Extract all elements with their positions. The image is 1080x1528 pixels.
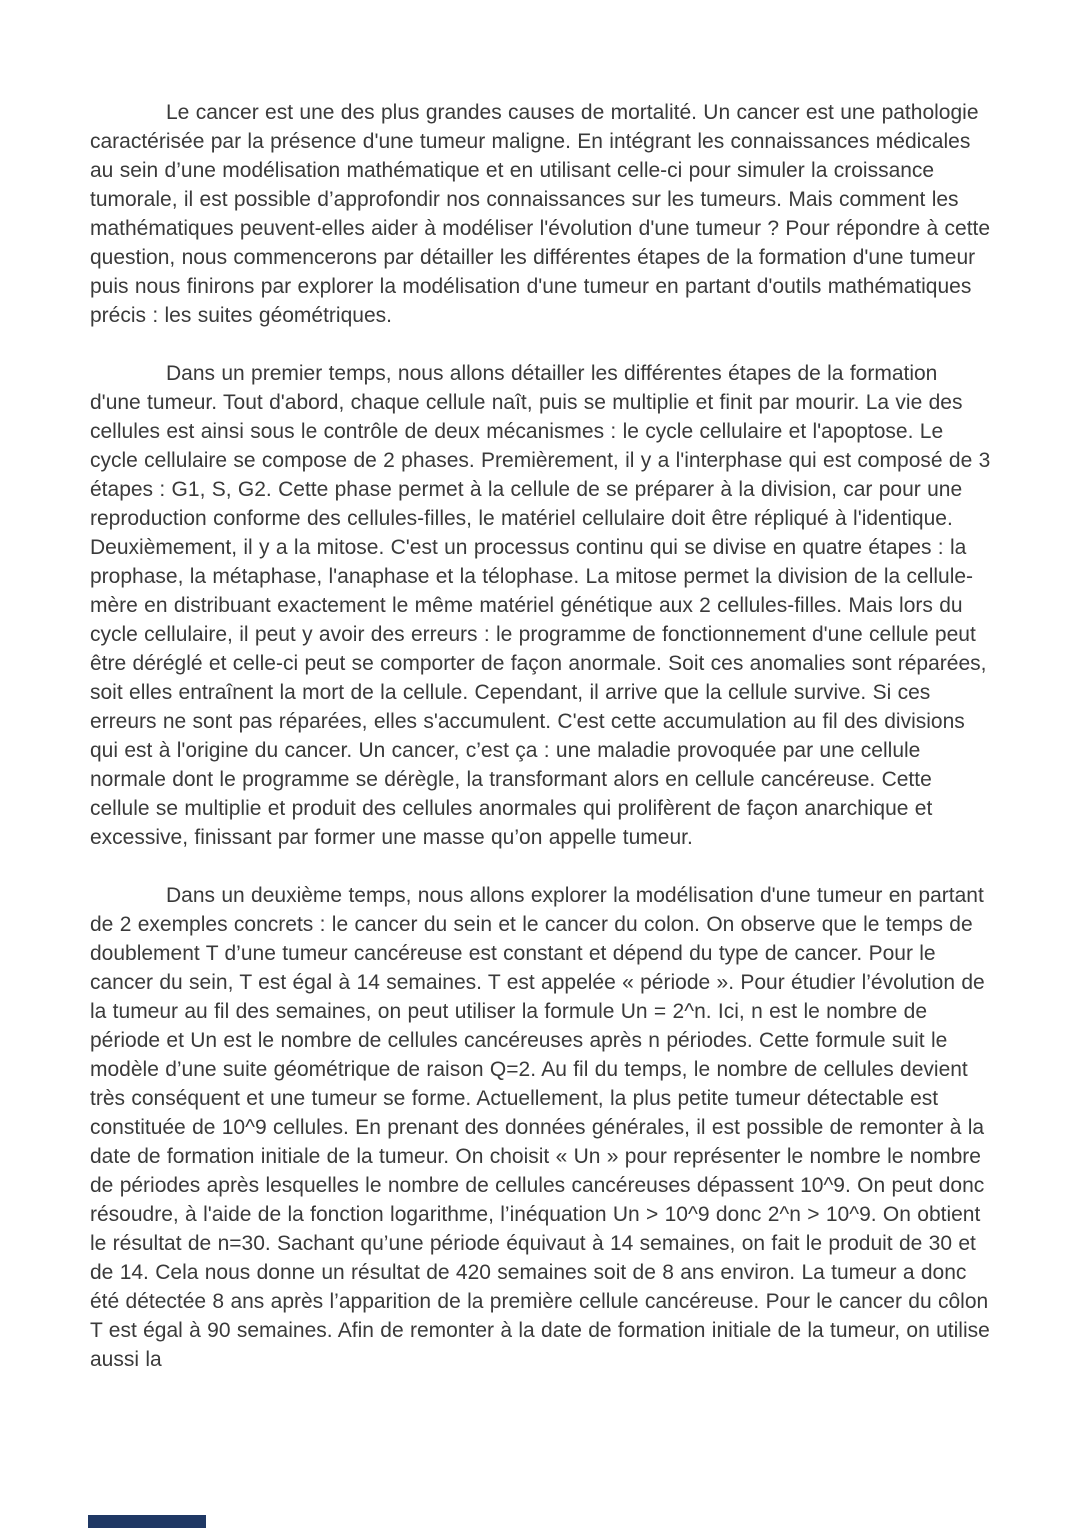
paragraph-tumor-formation: Dans un premier temps, nous allons détailler les différentes étapes de la formation d'une tumeur. Tout d'abord, chaque cellule naît, puis se multiplie et finit par mourir. La vie des cellules est ainsi sous le contrôle de deux mécanismes : le cycle cellulaire et l'apoptose. Le cycle cellulaire se compose de 2 phases. Premièrement, il y a l'interphase qui est composé de 3 étapes : G1, S, G2. Cette phase permet à la cellule de se préparer à la division, car pour une reproduction conforme des cellules-filles, le matériel cellulaire doit être répliqué à l'identique. Deuxièmement, il y a la mitose. C'est un processus continu qui se divise en quatre étapes : la prophase, la métaphase, l'anaphase et la télophase. La mitose permet la division de la cellule-mère en distribuant exactement le même matériel génétique aux 2 cellules-filles. Mais lors du cycle cellulaire, il peut y avoir des erreurs : le programme de fonctionnement d'une cellule peut être déréglé et celle-ci peut se comporter de façon anormale. Soit ces anomalies sont réparées, soit elles entraînent la mort de la cellule. Cependant, il arrive que la cellule survive. Si ces erreurs ne sont pas réparées, elles s'accumulent. C'est cette accumulation au fil des divisions qui est à l'origine du cancer. Un cancer, c’est ça : une maladie provoquée par une cellule normale dont le programme se dérègle, la transformant alors en cellule cancéreuse. Cette cellule se multiplie et produit des cellules anormales qui prolifèrent de façon anarchique et excessive, finissant par former une masse qu’on appelle tumeur. <box>90 362 991 849</box>
paragraph-tumor-modeling: Dans un deuxième temps, nous allons explorer la modélisation d'une tumeur en partant de 2 exemples concrets : le cancer du sein et le cancer du colon. On observe que le temps de doublement T d’une tumeur cancéreuse est constant et dépend du type de cancer. Pour le cancer du sein, T est égal à 14 semaines. T est appelée « période ». Pour étudier l’évolution de la tumeur au fil des semaines, on peut utiliser la formule Un = 2^n. Ici, n est le nombre de période et Un est le nombre de cellules cancéreuses après n périodes. Cette formule suit le modèle d’une suite géométrique de raison Q=2. Au fil du temps, le nombre de cellules devient très conséquent et une tumeur se forme. Actuellement, la plus petite tumeur détectable est constituée de 10^9 cellules. En prenant des données générales, il est possible de remonter à la date de formation initiale de la tumeur. On choisit « Un » pour représenter le nombre le nombre de périodes après lesquelles le nombre de cellules cancéreuses dépassent 10^9. On peut donc résoudre, à l'aide de la fonction logarithme, l’inéquation Un > 10^9 donc 2^n > 10^9. On obtient le résultat de n=30. Sachant qu’une période équivaut à 14 semaines, on fait le produit de 30 et de 14. Cela nous donne un résultat de 420 semaines soit de 8 ans environ. La tumeur a donc été détectée 8 ans après l’apparition de la première cellule cancéreuse. Pour le cancer du côlon T est égal à 90 semaines. Afin de remonter à la date de formation initiale de la tumeur, on utilise aussi la <box>90 884 990 1371</box>
document-page <box>90 98 991 1403</box>
cropped-next-element-edge <box>88 1515 206 1528</box>
paragraph-intro: Le cancer est une des plus grandes causes de mortalité. Un cancer est une pathologie caractérisée par la présence d'une tumeur maligne. En intégrant les connaissances médicales au sein d’une modélisation mathématique et en utilisant celle-ci pour simuler la croissance tumorale, il est possible d’approfondir nos connaissances sur les tumeurs. Mais comment les mathématiques peuvent-elles aider à modéliser l'évolution d'une tumeur ? Pour répondre à cette question, nous commencerons par détailler les différentes étapes de la formation d'une tumeur puis nous finirons par explorer la modélisation d'une tumeur en partant d'outils mathématiques précis : les suites géométriques. <box>90 101 991 327</box>
